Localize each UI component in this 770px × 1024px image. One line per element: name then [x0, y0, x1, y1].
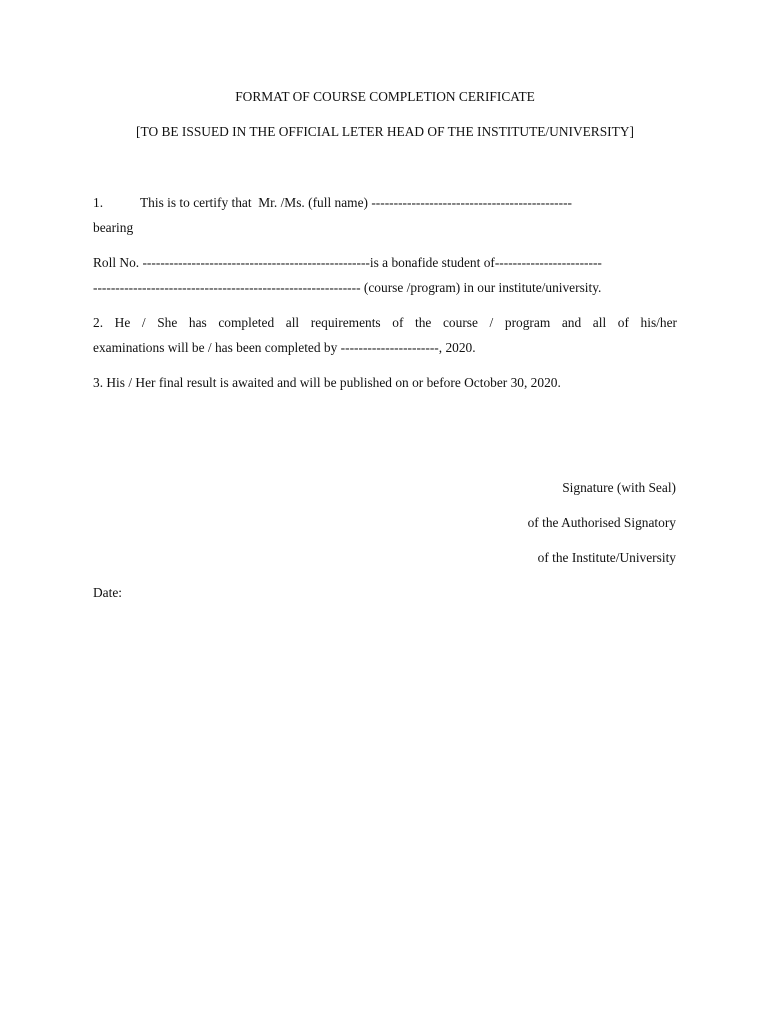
para1-number: 1. — [93, 195, 104, 210]
document-subtitle: [TO BE ISSUED IN THE OFFICIAL LETER HEAD OF THE INSTITUTE/UNIVERSITY] — [136, 124, 634, 139]
para2-line2: examinations will be / has been completed by ----------------------, 2020. — [93, 340, 476, 355]
document-title: FORMAT OF COURSE COMPLETION CERIFICATE — [235, 89, 535, 104]
signature-line1: Signature (with Seal) — [562, 480, 676, 495]
date-label: Date: — [93, 585, 122, 600]
para1-line1: This is to certify that Mr. /Ms. (full name) --------------------------------------------- — [140, 195, 572, 210]
para1-line4: ------------------------------------------------------------ (course /program) in our institute/university. — [93, 280, 602, 295]
para1-line2: bearing — [93, 220, 134, 235]
para3-line1: 3. His / Her final result is awaited and will be published on or before October 30, 2020. — [93, 375, 561, 390]
signature-line3: of the Institute/University — [537, 550, 676, 565]
para1-line3: Roll No. ---------------------------------------------------is a bonafide student of------------------------ — [93, 255, 602, 270]
para2-line1: 2. He / She has completed all requirements of the course / program and all of his/her — [93, 315, 677, 330]
signature-line2: of the Authorised Signatory — [527, 515, 676, 530]
